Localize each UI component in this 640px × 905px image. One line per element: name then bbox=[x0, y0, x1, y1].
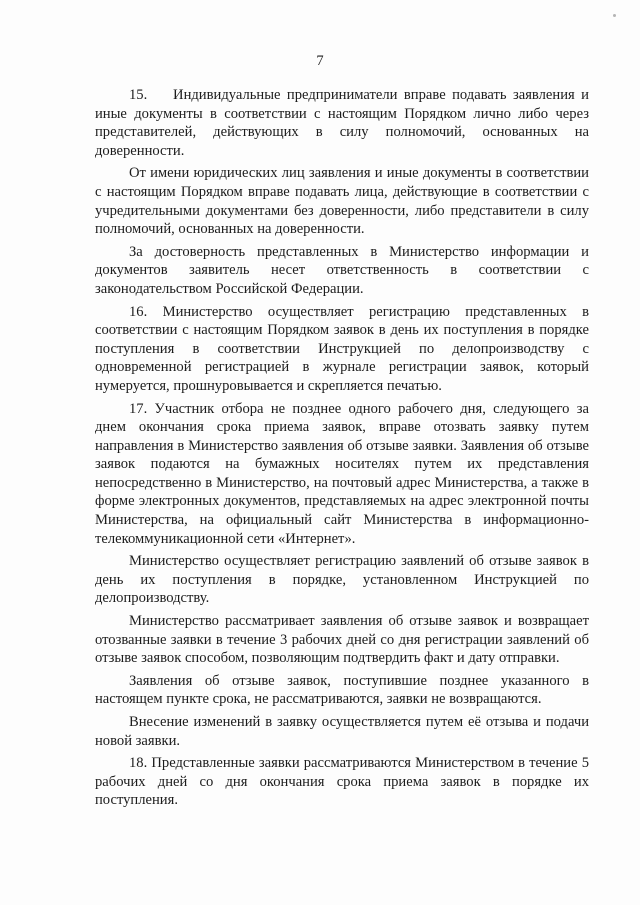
paragraph-16: 16. Министерство осуществляет регистрацию представленных в соответствии с настоящим Порядком заявок в день их поступления в порядке поступления в соответствии Инструкцией по делопроизводству с одновременной регистрацией в журнале регистрации заявок, который нумеруется, прошнуровывается и скрепляется печатью. bbox=[95, 303, 589, 394]
paragraph-withdrawal-registration: Министерство осуществляет регистрацию заявлений об отзыве заявок в день их поступления в порядке, установленном Инструкцией по делопроизводству. bbox=[95, 553, 589, 607]
document-body bbox=[95, 86, 589, 814]
page-number: 7 bbox=[316, 53, 324, 69]
paragraph-withdrawal-review: Министерство рассматривает заявления об отзыве заявок и возвращает отозванные заявки в течение 3 рабочих дней со дня регистрации заявлений об отзыве заявок способом, позволяющим подтвердить факт и дату отправки. bbox=[95, 613, 589, 667]
paragraph-15: 15. Индивидуальные предприниматели вправе подавать заявления и иные документы в соответствии с настоящим Порядком лично либо через представителей, действующих в силу полномочий, основанных на доверенности. bbox=[95, 87, 589, 159]
paragraph-legal-entities: От имени юридических лиц заявления и иные документы в соответствии с настоящим Порядком вправе подавать лица, действующие в соответствии с учредительными документами без доверенности, либо представители в силу полномочий, основанных на доверенности. bbox=[95, 165, 589, 238]
paragraph-reliability: За достоверность представленных в Министерство информации и документов заявитель несет ответственность в соответствии с законодательством Российской Федерации. bbox=[95, 243, 589, 297]
scan-artifact-dot bbox=[613, 14, 616, 17]
paragraph-amendments: Внесение изменений в заявку осуществляется путем её отзыва и подачи новой заявки. bbox=[95, 714, 589, 749]
paragraph-18: 18. Представленные заявки рассматриваются Министерством в течение 5 рабочих дней со дня окончания срока приема заявок в порядке их поступления. bbox=[95, 755, 589, 809]
paragraph-17: 17. Участник отбора не позднее одного рабочего дня, следующего за днем окончания срока приема заявок, вправе отозвать заявку путем направления в Министерство заявления об отзыве заявки. Заявления об отзыве заявок подаются на бумажных носителях путем их представления непосредственно в Министерство, на почтовый адрес Министерства, а также в форме электронных документов, представляемых на адрес электронной почты Министерства, на официальный сайт Министерства в информационно-телекоммуникационной сети «Интернет». bbox=[95, 400, 589, 547]
paragraph-late-withdrawal: Заявления об отзыве заявок, поступившие позднее указанного в настоящем пункте срока, не рассматриваются, заявки не возвращаются. bbox=[95, 672, 589, 708]
